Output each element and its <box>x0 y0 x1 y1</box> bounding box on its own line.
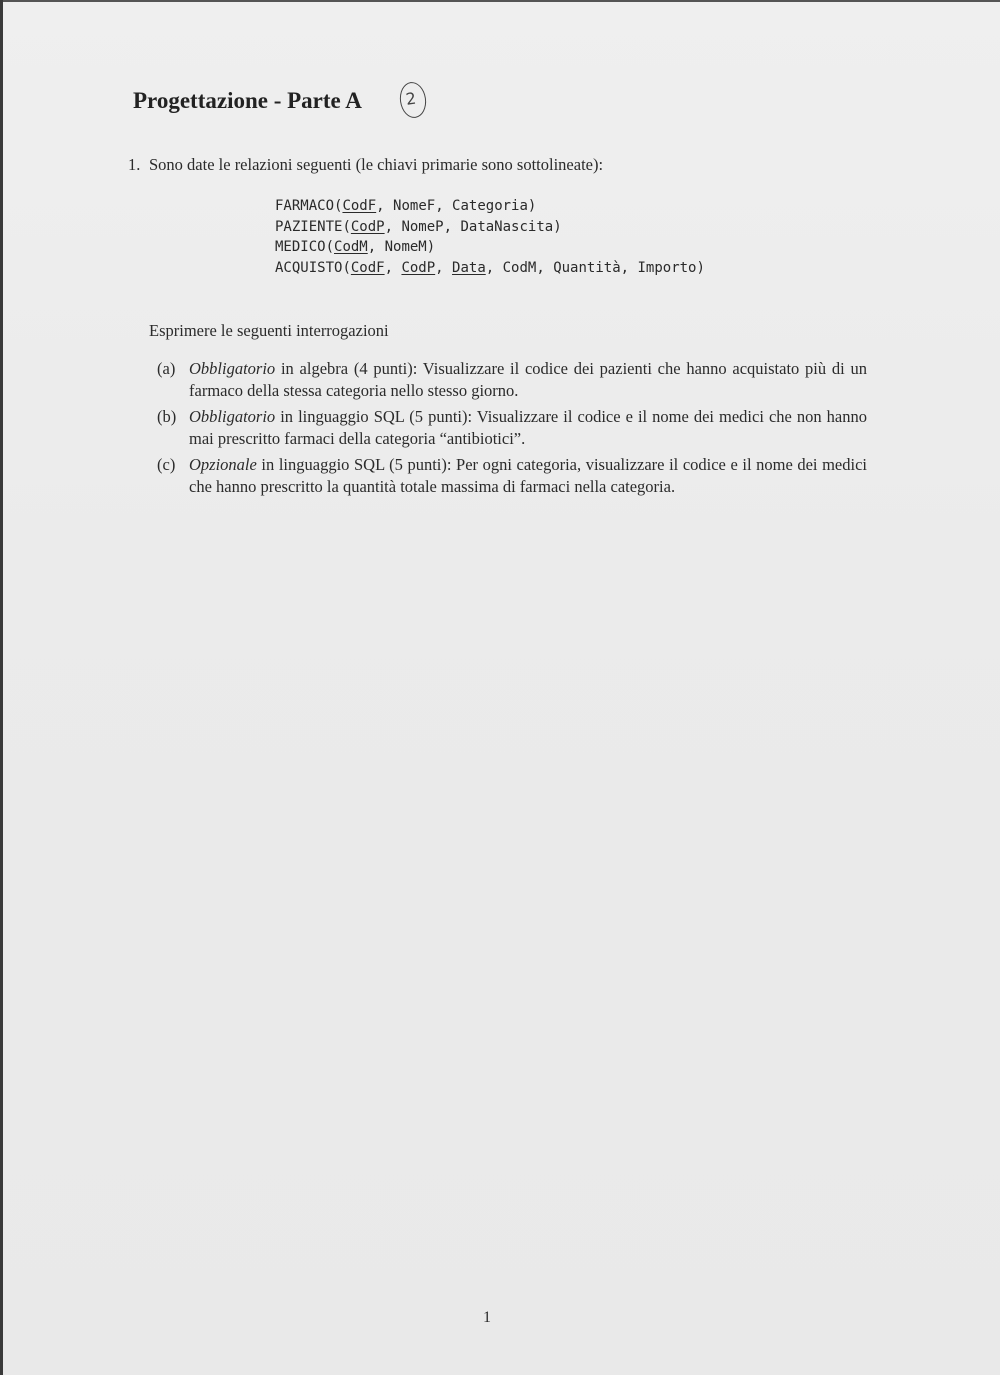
question-kind: Opzionale <box>189 455 257 474</box>
attribute: NomeP <box>401 218 444 235</box>
question-label: (c) <box>157 455 176 474</box>
attribute: Quantità <box>553 259 621 276</box>
question-body <box>189 358 867 401</box>
question-label: (b) <box>157 407 177 426</box>
relational-schema <box>275 196 705 278</box>
relation-name: PAZIENTE <box>275 218 343 235</box>
question-label: (a) <box>157 359 176 378</box>
primary-key-attribute: Data <box>452 259 486 276</box>
attribute: CodM <box>502 259 537 276</box>
handwritten-number: 2 <box>404 88 418 109</box>
relation-paziente: PAZIENTE(CodP, NomeP, DataNascita) <box>275 218 562 235</box>
exercise-intro: Sono date le relazioni seguenti (le chiavi primarie sono sottolineate): <box>149 155 604 174</box>
page-title: Progettazione - Parte A <box>133 88 362 113</box>
attribute: DataNascita <box>460 218 554 235</box>
scan-left-edge <box>0 0 3 1375</box>
primary-key-attribute: CodM <box>334 239 368 255</box>
question-text: in algebra (4 punti): Visualizzare il codice dei pazienti che hanno acquistato più di un farmaco della stessa categoria nello stesso giorno. <box>189 359 867 400</box>
page-number: 1 <box>483 1309 491 1326</box>
scan-top-edge <box>0 0 1000 2</box>
question-body <box>189 454 867 497</box>
question-text: in linguaggio SQL (5 punti): Per ogni categoria, visualizzare il codice e il nome dei medici che hanno prescritto la quantità totale massima di farmaci nella categoria. <box>189 455 867 496</box>
question-body <box>189 406 867 449</box>
attribute: NomeM <box>384 239 427 255</box>
attribute: Categoria <box>452 198 528 214</box>
question-kind: Obbligatorio <box>189 359 276 378</box>
attribute: Importo <box>637 259 697 276</box>
relation-name: FARMACO <box>275 198 335 214</box>
question-a <box>157 358 867 401</box>
primary-key-attribute: CodF <box>350 259 385 276</box>
instructions: Esprimere le seguenti interrogazioni <box>149 321 389 340</box>
primary-key-attribute: CodP <box>350 218 385 235</box>
relation-acquisto: ACQUISTO(CodF, CodP, Data, CodM, Quantità, Importo) <box>275 259 705 276</box>
question-text: in linguaggio SQL (5 punti): Visualizzare il codice e il nome dei medici che non hanno mai prescritto farmaci della categoria “antibiotici”. <box>189 407 867 448</box>
exercise-number: 1. <box>128 155 141 174</box>
primary-key-attribute: CodP <box>401 259 436 276</box>
question-c <box>157 454 867 497</box>
relation-medico: MEDICO(CodM, NomeM) <box>275 239 436 255</box>
relation-farmaco: FARMACO(CodF, NomeF, Categoria) <box>275 198 537 214</box>
primary-key-attribute: CodF <box>342 198 377 214</box>
question-b <box>157 406 867 449</box>
attribute: NomeF <box>393 198 436 214</box>
relation-name: MEDICO <box>275 239 326 255</box>
relation-name: ACQUISTO <box>275 259 343 276</box>
handwritten-circled-number <box>398 80 429 119</box>
question-kind: Obbligatorio <box>189 407 276 426</box>
